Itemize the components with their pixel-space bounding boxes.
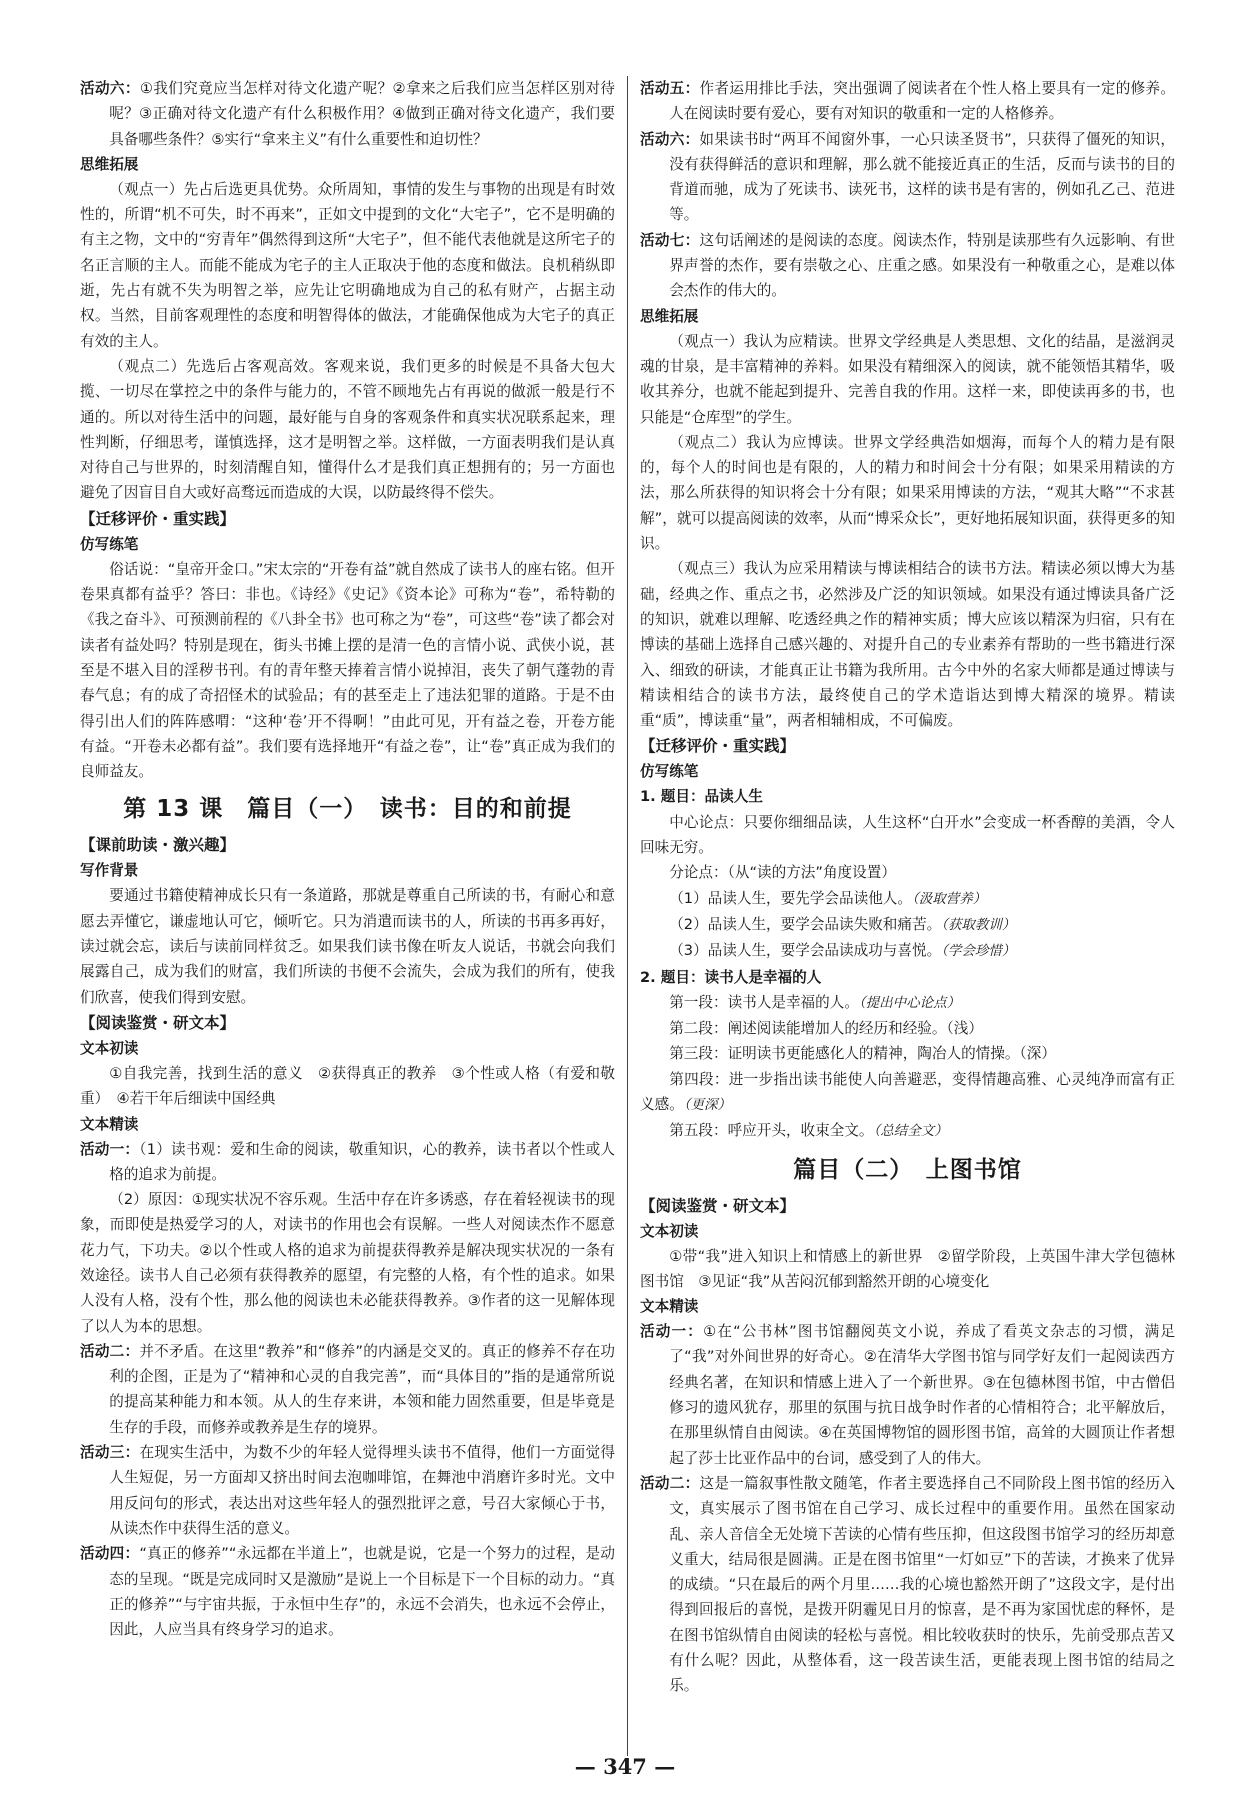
lesson-title: 第 13 课 篇目（一） 读书：目的和前提: [123, 796, 572, 823]
section-header: 【课前助读・激兴趣】: [80, 836, 236, 855]
topic-2-paragraph: 第五段：呼应开头，收束全文。（总结全文）: [669, 1122, 948, 1140]
activity-label: 活动五：: [640, 80, 700, 97]
writing-background-text: 要通过书籍使精神成长只有一条道路，那就是尊重自己所读的书，有耐心和意愿去弄懂它，谦虚地认可它，倾听它。只为消遣而读书的人，所读的书再多再好，读过就会忘，读后与读前同样贫乏。如果我们读书像在听友人说话，书就会向我们展露自己，成为我们的财富，我们所读的书便不会流失，会成为我们的所有，使我们欣喜，使我们得到安慰。: [80, 887, 615, 1006]
activity-6-paragraph: 活动六：如果读书时“两耳不闻窗外事，一心只读圣贤书”，只获得了僵死的知识，没有获得鲜活的意识和理解，那么就不能接近真正的生活，反而与读书的目的背道而驰，成为了死读书、读死书，这样的读书是有害的，例如孔乙己、范进等。: [640, 130, 1175, 224]
activity-label: 活动一：: [640, 1323, 704, 1341]
activity-label: 活动二：: [80, 1342, 140, 1360]
activity-label: 活动四：: [80, 1545, 140, 1563]
page: [80, 76, 1175, 1756]
activity-6-paragraph: 活动六：①我们究竟应当怎样对待文化遗产呢？②拿来之后我们应当怎样区别对待呢？③正确对待文化遗产有什么积极作用？④做到正确对待文化遗产，我们要具备哪些条件？⑤实行“拿来主义”有什么重要性和迫切性？: [80, 80, 615, 148]
topic-2-title: 2. 题目：读书人是幸福的人: [640, 968, 822, 986]
activity-label: 活动一：: [80, 1140, 140, 1158]
topic-2-paragraph: 第三段：证明读书更能感化人的精神，陶冶人的情操。（深）: [669, 1045, 1056, 1063]
topic-1-subpoints: 分论点：（从“读的方法”角度设置）: [669, 864, 896, 882]
activity-1-paragraph: 活动一：（1）读书观：爱和生命的阅读，敬重知识，心的教养，读书者以个性或人格的追求为前提。: [80, 1140, 615, 1183]
imitation-writing-text: 俗话说：“皇帝开金口。”宋太宗的“开卷有益”就自然成了读书人的座右铭。但开卷果真都有益乎？答曰：非也。《诗经》《史记》《资本论》可称为“卷”，希特勒的《我之奋斗》、可预测前程的《八卦全书》也可称之为“卷”，可这些“卷”读了都会对读者有益处吗？特别是现在，街头书摊上摆的是清一色的言情小说、武侠小说，甚至是不堪入目的淫秽书刊。有的青年整天捧着言情小说掉泪，丧失了朝气蓬勃的青春气息；有的成了奇招怪术的试验品；有的甚至走上了违法犯罪的道路。于是不由得引出人们的阵阵感喟：“这种‘卷’开不得啊！”由此可见，开有益之卷，开卷方能有益。“开卷未必都有益”。我们要有选择地开“有益之卷”，让“卷”真正成为我们的良师益友。: [80, 560, 615, 781]
annotation: （获取教训）: [941, 916, 1016, 933]
annotation: （更深）: [683, 1096, 732, 1113]
topic-1-point: （1）品读人生，要先学会品读他人。（汲取营养）: [669, 889, 987, 907]
topic-1-title: 1. 题目：品读人生: [640, 788, 763, 806]
section-subtitle: 仿写练笔: [80, 535, 139, 553]
section-subtitle: 仿写练笔: [640, 763, 699, 781]
activity-1-paragraph: 活动一：①在“公书林”图书馆翻阅英文小说，养成了看英文杂志的习惯，满足了“我”对外间世界的好奇心。②在清华大学图书馆与同学好友们一起阅读西方经典名著，在知识和情感上进入了一个新世界。③在包德林图书馆，中古僧侣修习的遗风犹存，那里的氛围与抗日战争时作者的心情相符合；北平解放后，在那里纵情自由阅读。④在英国博物馆的圆形图书馆，高耸的大圆顶让作者想起了莎士比亚作品中的台词，感受到了人的伟大。: [640, 1323, 1175, 1467]
annotation: （总结全文）: [873, 1123, 948, 1140]
section-header: 【迁移评价・重实践】: [80, 509, 236, 528]
section-subtitle: 文本初读: [80, 1039, 139, 1057]
first-reading-answers: ①自我完善，找到生活的意义 ②获得真正的教养 ③个性或人格（有爱和敬重） ④若干年后细读中国经典: [80, 1064, 615, 1108]
section-subtitle: 写作背景: [80, 862, 139, 880]
topic-1-center: 中心论点：只要你细细品读，人生这杯“白开水”会变成一杯香醇的美酒，令人回味无穷。: [640, 813, 1175, 857]
page-number: — 347 —: [574, 1754, 676, 1779]
topic-1-point: （3）品读人生，要学会品读成功与喜悦。（学会珍惜）: [669, 942, 1016, 960]
section-subtitle: 文本初读: [640, 1222, 699, 1240]
activity-label: 活动六：: [80, 80, 140, 97]
activity-3-paragraph: 活动三：在现实生活中，为数不少的年轻人觉得埋头读书不值得，他们一方面觉得人生短促，另一方面却又挤出时间去泡咖啡馆，在舞池中消磨许多时光。文中用反问句的形式，表达出对这些年轻人的强烈批评之意，号召大家倾心于书，从读杰作中获得生活的意义。: [80, 1444, 615, 1537]
section-header: 【阅读鉴赏・研文本】: [640, 1196, 796, 1215]
activity-label: 活动七：: [640, 231, 700, 249]
first-reading-answers: ①带“我”进入知识上和情感上的新世界 ②留学阶段，上英国牛津大学包德林图书馆 ③见证“我”从苦闷沉郁到豁然开朗的心境变化: [640, 1247, 1175, 1290]
column-divider: [627, 76, 628, 1756]
topic-2-paragraph: 第四段：进一步指出读书能使人向善避恶，变得情趣高雅、心灵纯净而富有正义感。（更深）: [640, 1070, 1175, 1113]
annotation: （学会珍惜）: [941, 943, 1016, 960]
section-subtitle: 文本精读: [80, 1115, 139, 1133]
section-subtitle: 思维拓展: [640, 307, 699, 325]
right-column: [640, 76, 1175, 1699]
activity-4-paragraph: 活动四：“真正的修养”“永远都在半道上”，也就是说，它是一个努力的过程，是动态的呈现。“既是完成同时又是激励”是说上一个目标是下一个目标的动力。“真正的修养”“与宇宙共振，于永恒中生存”的，永远不会消失，也永远不会停止，因此，人应当具有终身学习的追求。: [80, 1545, 615, 1639]
viewpoint-1: （观点一）先占后选更具优势。众所周知，事情的发生与事物的出现是有时效性的，所谓“机不可失，时不再来”，正如文中提到的文化“大宅子”，它不是明确的有主之物，文中的“穷青年”偶然得到这所“大宅子”，但不能代表他就是这所宅子的名正言顺的主人。而能不能成为宅子的主人正取决于他的态度和做法。良机稍纵即逝，先占有就不失为明智之举，应先让它明确地成为自己的私有财产，占据主动权。当然，目前客观理性的态度和明智得体的做法，才能确保他成为大宅子的真正有效的主人。: [80, 180, 615, 350]
activity-2-paragraph: 活动二：并不矛盾。在这里“教养”和“修养”的内涵是交叉的。真正的修养不存在功利的企图，正是为了“精神和心灵的自我完善”，而“具体目的”指的是通常所说的提高某种能力和本领。从人的生存来讲，本领和能力固然重要，但是毕竟是生存的手段，而修养或教养是生存的境界。: [80, 1342, 615, 1436]
viewpoint-1: （观点一）我认为应精读。世界文学经典是人类思想、文化的结晶，是滋润灵魂的甘泉，是丰富精神的养料。如果没有精细深入的阅读，就不能领悟其精华，吸收其养分，也就不能起到提升、完善自我的作用。这样一来，即使读再多的书，也只能是“仓库型”的学生。: [640, 332, 1175, 426]
section-header: 【迁移评价・重实践】: [640, 737, 796, 756]
activity-label: 活动六：: [640, 130, 700, 148]
topic-1-point: （2）品读人生，要学会品读失败和痛苦。（获取教训）: [669, 915, 1016, 933]
activity-1-reasons: （2）原因：①现实状况不容乐观。生活中存在许多诱惑，存在着轻视读书的现象，而即使是热爱学习的人，对读书的作用也会有误解。一些人对阅读杰作不愿意花力气，下功夫。②以个性或人格的追求为前提获得教养是解决现实状况的一条有效途径。读书人自己必须有获得教养的愿望，有完整的人格，有个性的追求。如果人没有人格，没有个性，那么他的阅读也未必能获得教养。③作者的这一见解体现了以人为本的思想。: [80, 1191, 615, 1335]
topic-2-paragraph: 第一段：读书人是幸福的人。（提出中心论点）: [669, 993, 961, 1011]
section-header: 【阅读鉴赏・研文本】: [80, 1013, 236, 1032]
viewpoint-2: （观点二）我认为应博读。世界文学经典浩如烟海，而每个人的精力是有限的，每个人的时间也是有限的，人的精力和时间会十分有限；如果采用精读的方法，那么所获得的知识将会十分有限；如果采用博读的方法，“观其大略”“不求甚解”，就可以提高阅读的效率，从而“博采众长”，更好地拓展知识面，获得更多的知识。: [640, 433, 1175, 553]
annotation: （提出中心论点）: [858, 994, 961, 1011]
activity-label: 活动三：: [80, 1444, 140, 1462]
topic-2-paragraph: 第二段：阐述阅读能增加人的经历和经验。（浅）: [669, 1020, 983, 1038]
activity-2-paragraph: 活动二：这是一篇叙事性散文随笔，作者主要选择自己不同阶段上图书馆的经历入文，真实展示了图书馆在自己学习、成长过程中的重要作用。虽然在国家动乱、亲人音信全无处境下苦读的心情有些压抑，但这段图书馆学习的经历却意义重大，结局很是圆满。正是在图书馆里“一灯如豆”下的苦读，才换来了优异的成绩。“只在最后的两个月里……我的心境也豁然开朗了”这段文字，是付出得到回报后的喜悦，是拨开阴霾见日月的惊喜，是不再为家国忧虑的释怀，是在图书馆纵情自由阅读的轻松与喜悦。相比较收获时的快乐，先前受那点苦又有什么呢？因此，从整体看，这一段苦读生活，更能表现上图书馆的结局之乐。: [640, 1474, 1175, 1695]
activity-label: 活动二：: [640, 1474, 700, 1492]
annotation: （汲取营养）: [911, 890, 987, 907]
activity-7-paragraph: 活动七：这句话阐述的是阅读的态度。阅读杰作，特别是读那些有久远影响、有世界声誉的杰作，要有崇敬之心、庄重之感。如果没有一种敬重之心，是难以体会杰作的伟大的。: [640, 231, 1175, 300]
viewpoint-3: （观点三）我认为应采用精读与博读相结合的读书方法。精读必须以博大为基础，经典之作、重点之书，必然涉及广泛的知识领域。如果没有通过博读具备广泛的知识，就难以理解、吃透经典之作的精神实质；博大应该以精深为归宿，只有在博读的基础上选择自己感兴趣的、对提升自己的专业素养有帮助的一些书籍进行深入、细致的研读，才能真正让书籍为我所用。古今中外的名家大师都是通过博读与精读相结合的读书方法，最终使自己的学术造诣达到博大精深的境界。精读重“质”，博读重“量”，两者相辅相成，不可偏废。: [640, 560, 1175, 730]
left-column: [80, 76, 615, 1642]
viewpoint-2: （观点二）先选后占客观高效。客观来说，我们更多的时候是不具备大包大揽、一切尽在掌控之中的条件与能力的，不管不顾地先占有再说的做派一般是行不通的。所以对待生活中的问题，最好能与自身的客观条件和真实状况联系起来，理性判断，仔细思考，谨慎选择，这才是明智之举。这样做，一方面表明我们是认真对待自己与世界的，时刻清醒自知，懂得什么才是我们真正想拥有的；另一方面也避免了因盲目自大或好高骛远而造成的大误，以防最终得不偿失。: [80, 357, 615, 502]
section-subtitle: 思维拓展: [80, 155, 139, 173]
activity-5-paragraph: 活动五：作者运用排比手法，突出强调了阅读者在个性人格上要具有一定的修养。人在阅读时要有爱心，要有对知识的敬重和一定的人格修养。: [640, 80, 1175, 123]
lesson-title: 篇目（二） 上图书馆: [793, 1156, 1022, 1183]
section-subtitle: 文本精读: [640, 1298, 699, 1316]
